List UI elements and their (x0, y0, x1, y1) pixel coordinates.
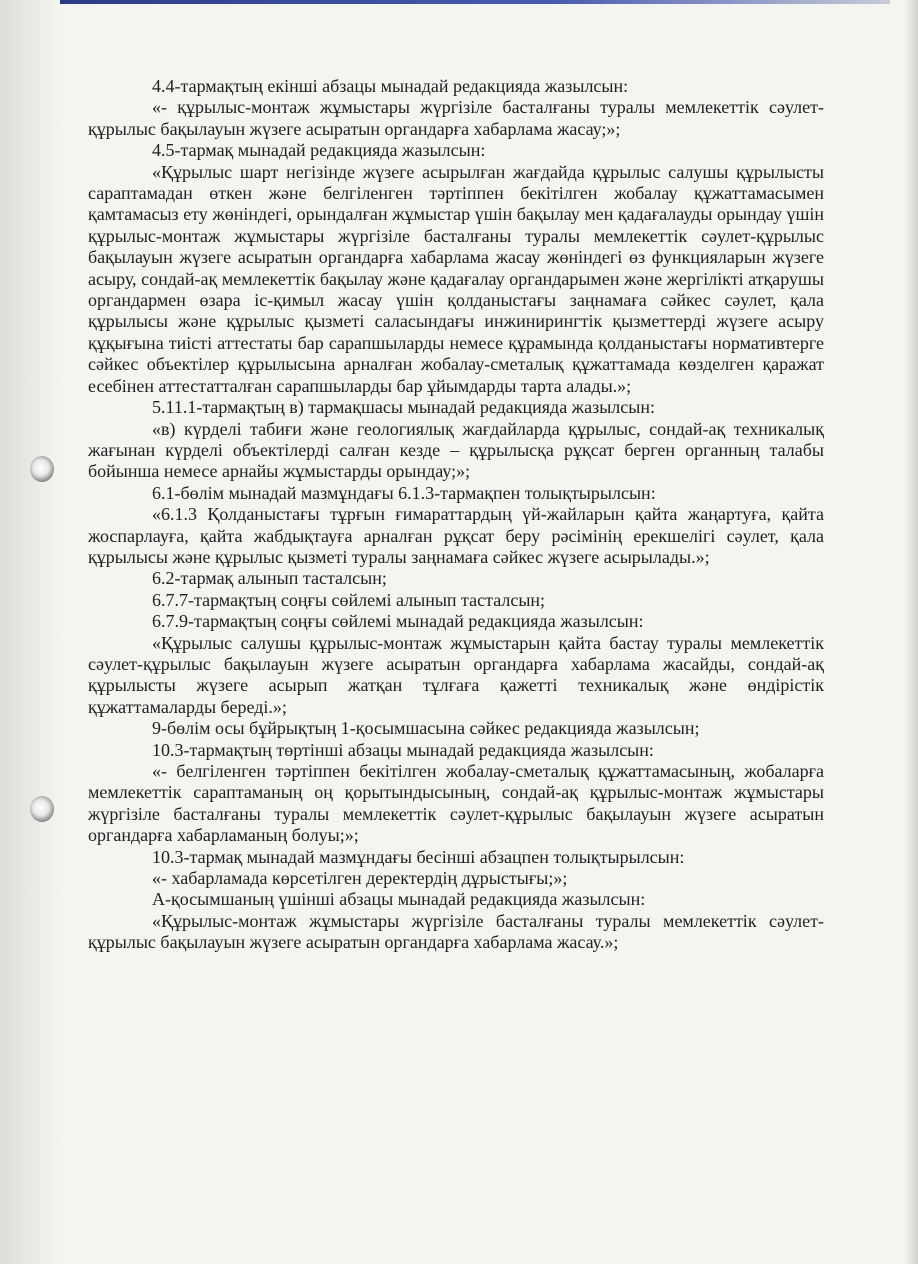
paragraph-10-3-fourth-heading: 10.3-тармақтың төртінші абзацы мынадай редакцияда жазылсын: (152, 739, 654, 760)
paragraph-10-3-fourth-text: «- белгіленген тәртіппен бекітілген жобалау-сметалық құжаттамасының, жобаларға мемлекеттік сараптаманың оң қорытындысының, сондай-ақ құрылыс-монтаж жұмыстары жүргізіле басталғаны туралы мемлекеттік сәулет-құрылыс бақылауын жүзеге асыратын органдарға хабарламаның болуы;»; (88, 761, 824, 846)
paragraph-6-7-9-heading: 6.7.9-тармақтың соңғы сөйлемі мынадай редакцияда жазылсын: (152, 611, 644, 632)
paragraph-annex-a-heading: А-қосымшаның үшінші абзацы мынадай редакцияда жазылсын: (152, 889, 646, 910)
paragraph-6-2: 6.2-тармақ алынып тасталсын; (152, 568, 387, 589)
paragraph-4-5-text: «Құрылыс шарт негізінде жүзеге асырылған жағдайда құрылыс салушы құрылысты сараптамадан өткен және белгіленген тәртіппен бекітілген жобалау құжаттамасымен қамтамасыз ету жөніндегі, орындалған жұмыстар үшін бақылау мен қадағалауды орындау үшін құрылыс-монтаж жұмыстары жүргізіле басталғаны туралы мемлекеттік сәулет-құрылыс бақылауын жүзеге асыратын органдарға хабарлама жасау жөніндегі өз функцияларын жүзеге асыру, сондай-ақ мемлекеттік бақылау және қадағалау органдарымен және жергілікті атқарушы органдармен өзара іс-қимыл жасау үшін қолданыстағы заңнамаға сәйкес сәулет, қала құрылысы және құрылыс қызметі саласындағы инжинирингтік қызметтерді жүзеге асыру құқығына тиісті аттестаты бар сарапшыларды немесе құрамында қолданыстағы нормативтерге сәйкес объектілер құрылысына арналған жобалау-сметалық құжаттамада көзделген қаражат есебінен аттестатталған сарапшыларды бар ұйымдарды тарта алады.»; (88, 161, 824, 396)
paragraph-6-7-7: 6.7.7-тармақтың соңғы сөйлемі алынып тасталсын; (152, 589, 546, 610)
paragraph-4-5-heading: 4.5-тармақ мынадай редакцияда жазылсын: (152, 140, 486, 161)
paragraph-10-3-fifth-text: «- хабарламада көрсетілген деректердің дұрыстығы;»; (152, 868, 568, 889)
paragraph-4-4-text: «- құрылыс-монтаж жұмыстары жүргізіле басталғаны туралы мемлекеттік сәулет-құрылыс бақылауын жүзеге асыратын органдарға хабарлама жасау;»; (88, 97, 824, 139)
paragraph-section-9: 9-бөлім осы бұйрықтың 1-қосымшасына сәйкес редакцияда жазылсын; (152, 718, 700, 739)
paragraph-5-11-1-heading: 5.11.1-тармақтың в) тармақшасы мынадай редакцияда жазылсын: (152, 397, 656, 418)
paragraph-6-7-9-text: «Құрылыс салушы құрылыс-монтаж жұмыстарын қайта бастау туралы мемлекеттік сәулет-құрылыс бақылауын жүзеге асыратын органдарға хабарлама жасайды, сондай-ақ құрылысты жүзеге асырып жатқан тұлғаға қажетті техникалық және өндірістік құжаттамаларды береді.»; (88, 632, 824, 717)
paragraph-6-1-heading: 6.1-бөлім мынадай мазмұндағы 6.1.3-тармақпен толықтырылсын: (152, 482, 656, 503)
document-body (88, 76, 824, 954)
punch-hole-upper (30, 456, 54, 482)
paragraph-annex-a-text: «Құрылыс-монтаж жұмыстары жүргізіле басталғаны туралы мемлекеттік сәулет-құрылыс бақылауын жүзеге асыратын органдарға хабарлама жасау.»; (88, 910, 824, 953)
paragraph-5-11-1-text: «в) күрделі табиғи және геологиялық жағдайларда құрылыс, сондай-ақ техникалық жағынан күрделі объектілерді салған кезде – құрылысқа рұқсат берген органның талабы бойынша немесе арнайы жұмыстарды орындау;»; (88, 418, 824, 482)
paragraph-6-1-3-text: «6.1.3 Қолданыстағы тұрғын ғимараттардың үй-жайларын қайта жаңартуға, қайта жоспарлауға, қайта жабдықтауға арналған рұқсат беру рәсімінің ерекшелігі сәулет, қала құрылысы және құрылыс қызметі туралы заңнамаға сәйкес жүзеге асырылады.»; (88, 504, 824, 567)
paper-right-edge (904, 0, 918, 1264)
paper-left-edge (0, 0, 60, 1264)
paragraph-10-3-fifth-heading: 10.3-тармақ мынадай мазмұндағы бесінші абзацпен толықтырылсын: (152, 846, 685, 867)
paragraph-4-4-heading: 4.4-тармақтың екінші абзацы мынадай редакцияда жазылсын: (152, 76, 629, 96)
punch-hole-lower (30, 796, 54, 822)
scan-top-strip (60, 0, 890, 4)
